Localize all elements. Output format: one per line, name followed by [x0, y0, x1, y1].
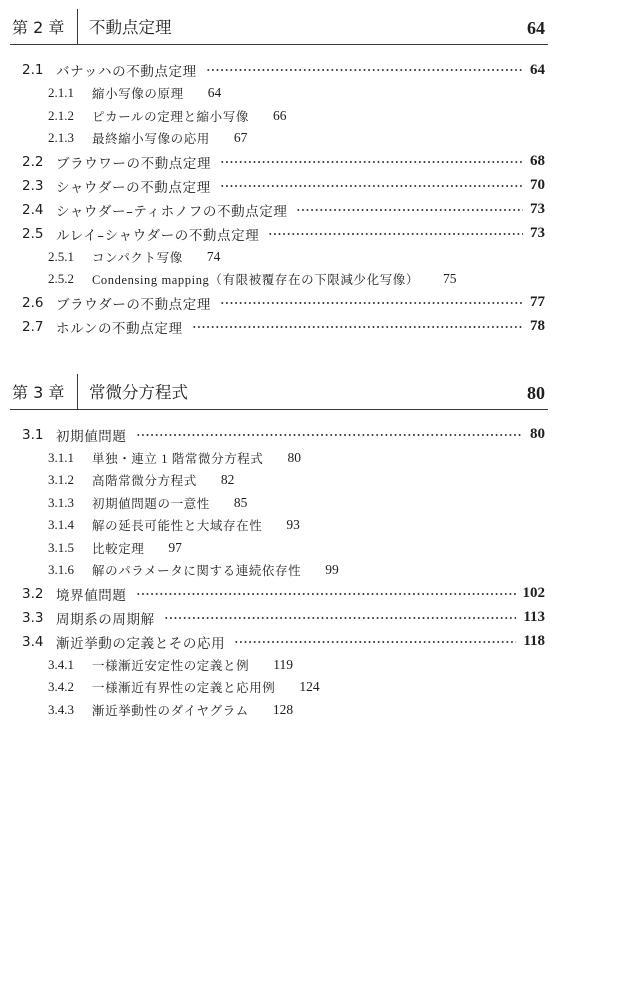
section-title: バナッハの不動点定理: [56, 64, 197, 80]
subsection-page-number: 74: [206, 248, 221, 264]
chapter-heading: [10, 374, 548, 410]
subsection-page-number: 80: [287, 449, 302, 465]
subsection-title: 単独・連立 1 階常微分方程式: [92, 451, 264, 466]
subsection-title: Condensing mapping（有限被覆存在の下限減少化写像）: [92, 273, 419, 288]
toc-section: [10, 198, 548, 222]
toc-subsection: [10, 514, 548, 537]
subsection-number: 2.5.1: [48, 248, 74, 264]
subsection-number: 3.1.3: [48, 494, 74, 510]
toc-section: [10, 582, 548, 606]
chapter-title: 不動点定理: [89, 18, 172, 37]
toc-subsection: [10, 559, 548, 582]
chapter-3: [10, 374, 548, 722]
section-number: 2.6: [22, 294, 44, 311]
toc-subsection: [10, 537, 548, 560]
toc-subsection: [10, 447, 548, 470]
section-number: 2.3: [22, 177, 44, 194]
toc-section: [10, 630, 548, 654]
toc-subsection: [10, 268, 548, 291]
toc-subsection: [10, 469, 548, 492]
chapter-label: 第 3 章: [10, 374, 78, 409]
section-page-number: 64: [530, 61, 545, 78]
section-title: ルレイ–シャウダーの不動点定理: [56, 227, 260, 244]
subsection-number: 3.4.1: [48, 656, 74, 672]
chapter-entries: [10, 423, 548, 722]
section-page-number: 80: [530, 426, 545, 442]
subsection-number: 3.1.1: [48, 449, 74, 465]
dot-leader: [234, 640, 516, 644]
subsection-number: 2.1.1: [48, 85, 74, 101]
toc-subsection: [10, 105, 548, 128]
section-page-number: 102: [522, 585, 545, 601]
toc-section: [10, 606, 548, 630]
chapter-label: 第 2 章: [10, 9, 78, 44]
toc-section: [10, 291, 548, 315]
dot-leader: [220, 184, 523, 188]
subsection-number: 3.1.5: [48, 539, 74, 555]
subsection-title: 漸近挙動性のダイヤグラム: [92, 703, 249, 718]
subsection-title: 解の延長可能性と大域存在性: [92, 519, 263, 534]
dot-leader: [220, 160, 523, 164]
subsection-number: 3.4.3: [48, 701, 74, 717]
section-page-number: 77: [530, 294, 545, 310]
chapter-title: 常微分方程式: [89, 382, 188, 402]
section-page-number: 70: [530, 177, 545, 193]
subsection-page-number: 128: [272, 701, 294, 717]
subsection-title: 初期値問題の一意性: [92, 496, 210, 511]
subsection-page-number: 75: [443, 271, 457, 287]
dot-leader: [296, 208, 523, 212]
section-number: 3.4: [22, 633, 44, 650]
section-title: ブラウダーの不動点定理: [56, 296, 211, 313]
subsection-title: 縮小写像の原理: [92, 87, 184, 102]
subsection-page-number: 85: [233, 494, 248, 510]
toc-subsection: [10, 127, 548, 150]
toc-subsection: [10, 492, 548, 515]
toc-section: [10, 150, 548, 174]
toc-section: [10, 315, 548, 339]
section-number: 3.3: [22, 609, 44, 626]
toc-subsection: [10, 654, 548, 677]
subsection-title: 比較定理: [92, 541, 145, 556]
section-page-number: 73: [530, 201, 545, 217]
section-number: 2.5: [22, 225, 44, 242]
dot-leader: [136, 433, 524, 437]
section-number: 2.2: [22, 153, 44, 170]
dot-leader: [192, 325, 523, 329]
toc-subsection: [10, 82, 548, 105]
toc-section: [10, 58, 548, 82]
subsection-page-number: 124: [299, 679, 320, 695]
subsection-number: 3.4.2: [48, 679, 74, 695]
section-title: 境界値問題: [56, 587, 127, 604]
toc-subsection: [10, 676, 548, 699]
subsection-page-number: 67: [233, 130, 248, 146]
subsection-number: 3.1.6: [48, 562, 74, 578]
section-title: シャウダーの不動点定理: [56, 179, 211, 196]
subsection-number: 3.1.2: [48, 472, 74, 488]
chapter-entries: [10, 58, 548, 339]
section-number: 3.2: [22, 585, 44, 602]
section-number: 2.7: [22, 318, 44, 335]
subsection-page-number: 64: [207, 85, 222, 101]
section-page-number: 118: [523, 633, 545, 649]
chapter-page-number: 80: [527, 382, 545, 403]
toc-section: [10, 222, 548, 246]
dot-leader: [220, 301, 523, 305]
table-of-contents: [10, 0, 548, 721]
chapter-2: [10, 9, 548, 339]
subsection-title: 最終縮小写像の応用: [92, 132, 210, 147]
subsection-title: 高階常微分方程式: [92, 474, 197, 489]
subsection-title: 一様漸近有界性の定義と応用例: [92, 681, 276, 696]
toc-section: [10, 174, 548, 198]
subsection-title: コンパクト写像: [92, 250, 183, 265]
subsection-page-number: 93: [286, 517, 300, 533]
subsection-number: 2.1.2: [48, 107, 74, 123]
section-page-number: 113: [523, 609, 545, 625]
section-title: ブラウワーの不動点定理: [56, 155, 212, 172]
section-page-number: 68: [530, 153, 545, 169]
section-title: 初期値問題: [56, 428, 127, 445]
chapter-heading: [10, 9, 548, 45]
section-number: 3.1: [22, 426, 44, 443]
section-number: 2.1: [22, 62, 44, 78]
dot-leader: [136, 592, 516, 596]
section-page-number: 78: [530, 318, 545, 334]
dot-leader: [268, 232, 523, 236]
section-page-number: 73: [530, 225, 545, 241]
toc-section: [10, 423, 548, 447]
section-title: 漸近挙動の定義とその応用: [56, 635, 226, 652]
chapter-page-number: 64: [527, 18, 545, 38]
dot-leader: [164, 616, 517, 620]
subsection-page-number: 82: [220, 472, 235, 488]
section-title: ホルンの不動点定理: [56, 320, 183, 337]
subsection-page-number: 66: [272, 107, 287, 123]
dot-leader: [206, 68, 523, 72]
subsection-page-number: 119: [273, 656, 293, 672]
section-title: シャウダー–ティホノフの不動点定理: [56, 203, 288, 220]
subsection-page-number: 97: [168, 539, 182, 555]
subsection-title: 一様漸近安定性の定義と例: [92, 658, 250, 673]
subsection-number: 2.1.3: [48, 130, 74, 146]
subsection-page-number: 99: [325, 562, 339, 578]
subsection-number: 2.5.2: [48, 271, 74, 287]
section-number: 2.4: [22, 201, 44, 218]
subsection-title: 解のパラメータに関する連続依存性: [92, 564, 302, 579]
section-title: 周期系の周期解: [56, 611, 155, 628]
subsection-title: ピカールの定理と縮小写像: [92, 109, 249, 124]
toc-subsection: [10, 699, 548, 722]
subsection-number: 3.1.4: [48, 517, 74, 533]
toc-subsection: [10, 246, 548, 269]
